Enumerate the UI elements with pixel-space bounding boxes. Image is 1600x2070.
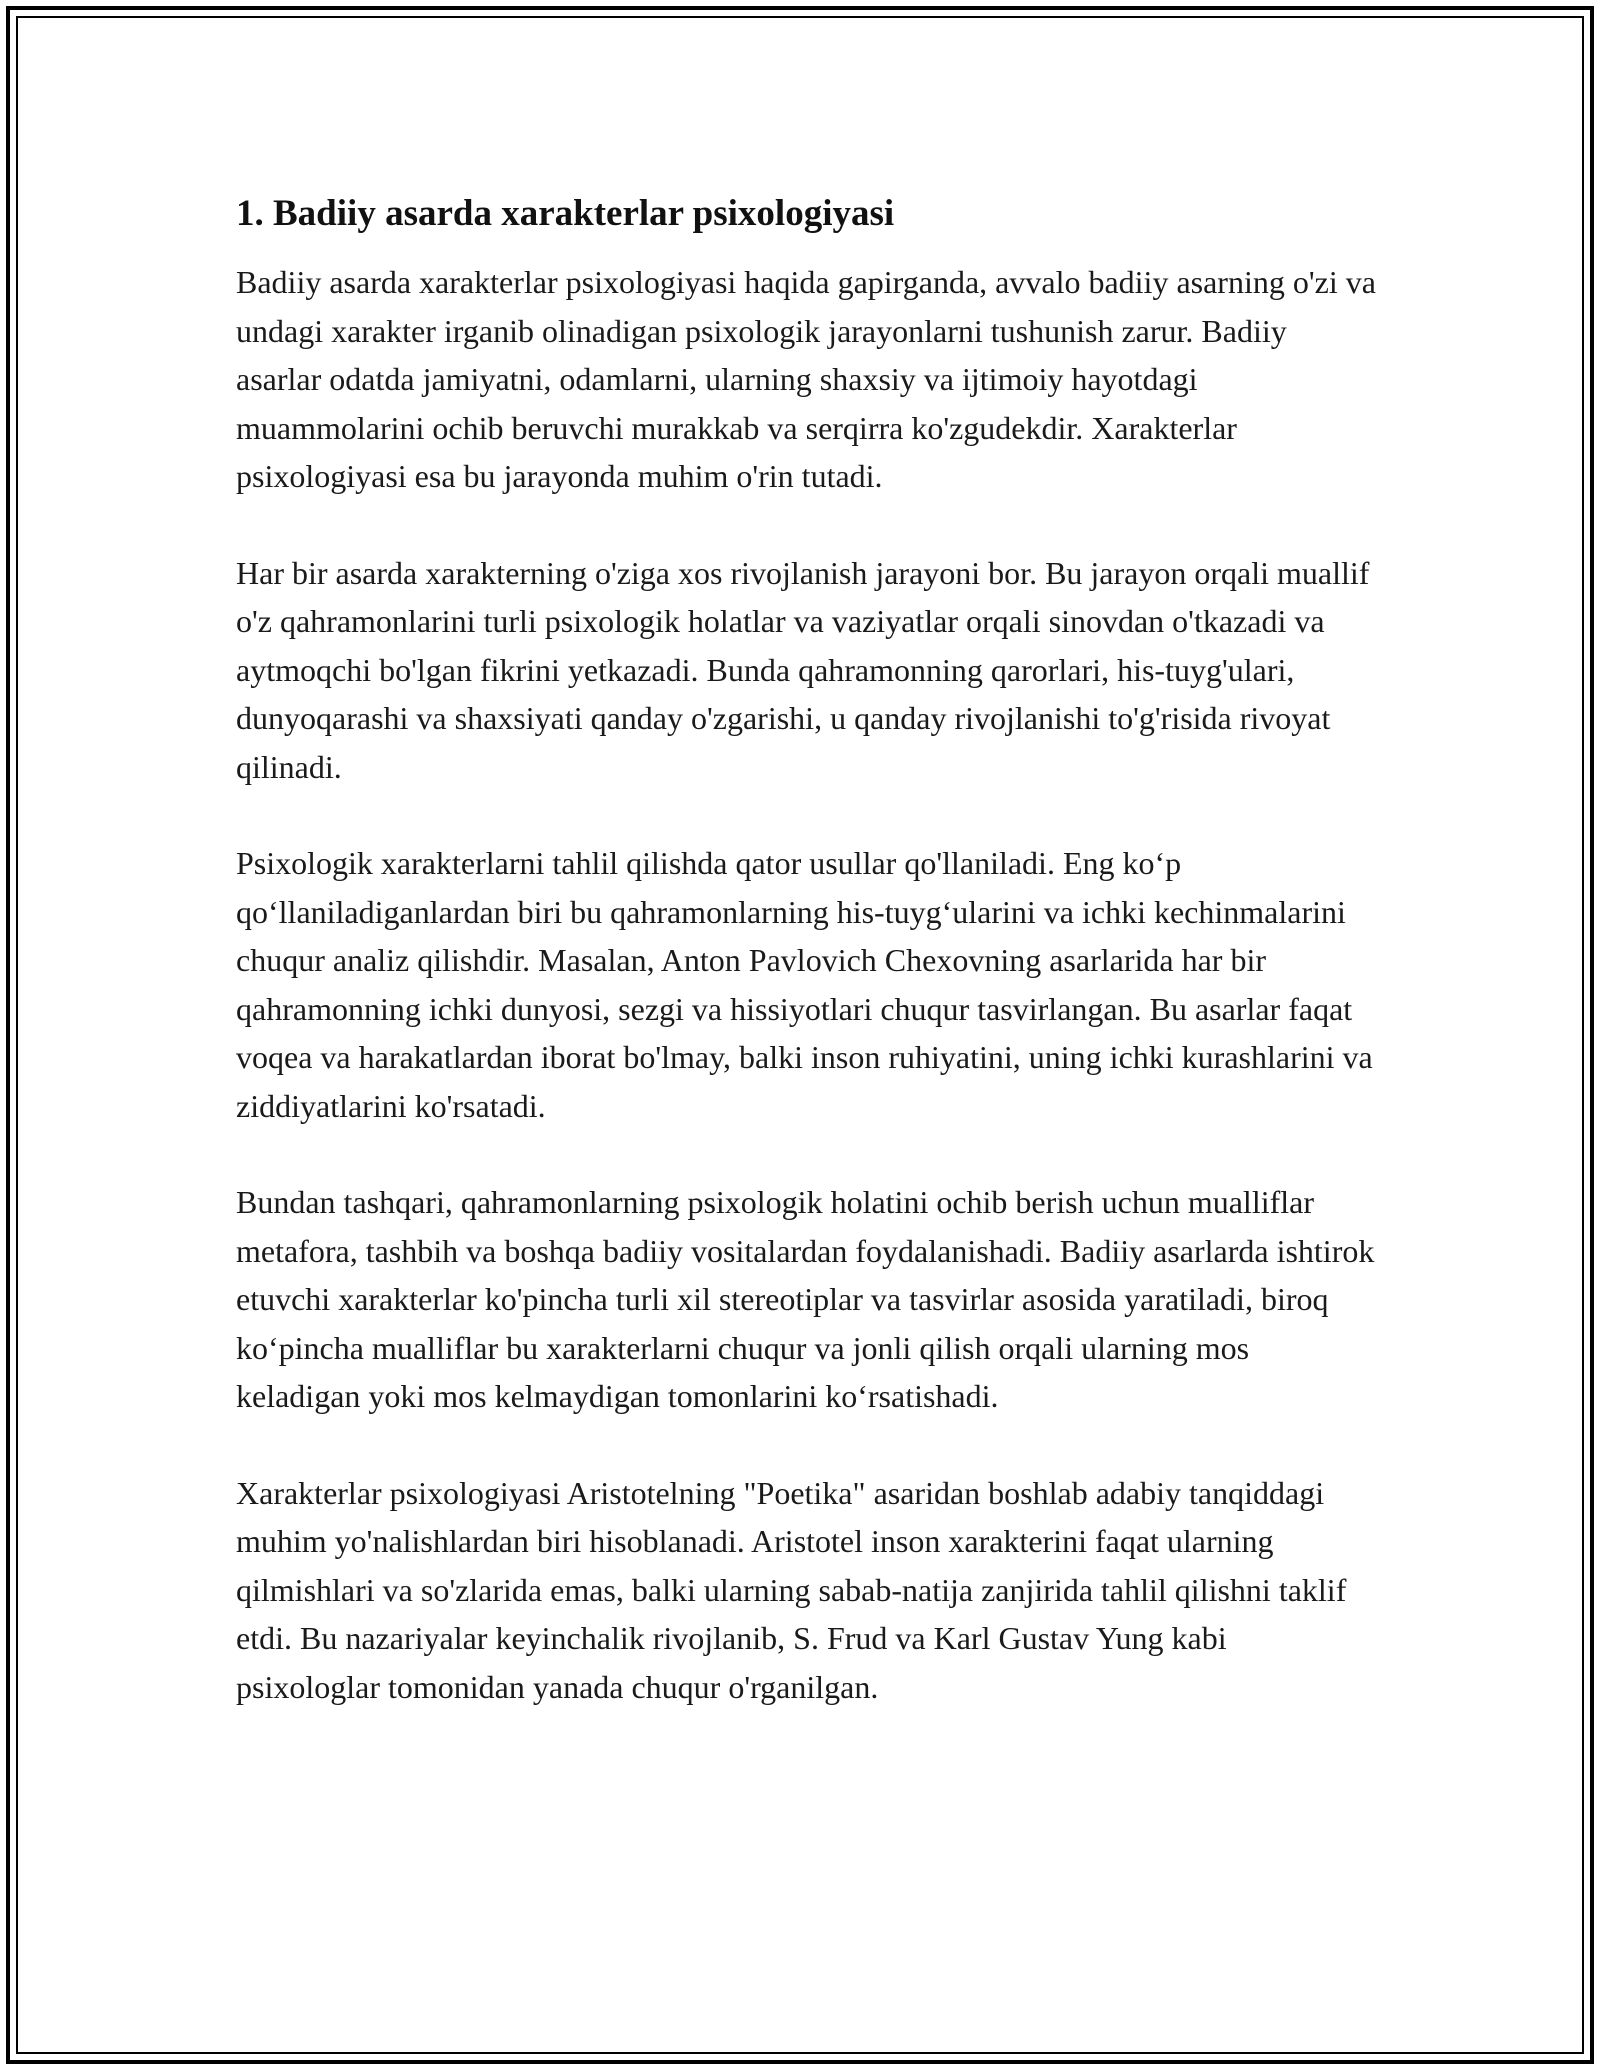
document-body (236, 188, 1376, 1759)
section-heading: 1. Badiiy asarda xarakterlar psixologiyasi (236, 193, 895, 234)
paragraph-5: Xarakterlar psixologiyasi Aristotelning "Poetika" asaridan boshlab adabiy tanqiddagi muhim yo'nalishlardan biri hisoblanadi. Aristotel inson xarakterini faqat ularning qilmishlari va so'zlarida emas, balki ularning sabab-natija zanjirida tahlil qilishni taklif etdi. Bu nazariyalar keyinchalik rivojlanib, S. Frud va Karl Gustav Yung kabi psixologlar tomonidan yanada chuqur o'rganilgan. (236, 1474, 1347, 1705)
paragraph-4: Bundan tashqari, qahramonlarning psixologik holatini ochib berish uchun mualliflar metafora, tashbih va boshqa badiiy vositalardan foydalanishadi. Badiiy asarlarda ishtirok etuvchi xarakterlar ko'pincha turli xil stereotiplar va tasvirlar asosida yaratiladi, biroq ko‘pincha mualliflar bu xarakterlarni chuqur va jonli qilish orqali ularning mos keladigan yoki mos kelmaydigan tomonlarini ko‘rsatishadi. (236, 1184, 1375, 1414)
paragraph-3: Psixologik xarakterlarni tahlil qilishda qator usullar qo'llaniladi. Eng ko‘p qo‘llaniladiganlardan biri bu qahramonlarning his-tuyg‘ularini va ichki kechinmalarini chuqur analiz qilishdir. Masalan, Anton Pavlovich Chexovning asarlarida har bir qahramonning ichki dunyosi, sezgi va hissiyotlari chuqur tasvirlangan. Bu asarlar faqat voqea va harakatlardan iborat bo'lmay, balki inson ruhiyatini, uning ichki kurashlarini va ziddiyatlarini ko'rsatadi. (236, 845, 1373, 1124)
paragraph-1: Badiiy asarda xarakterlar psixologiyasi haqida gapirganda, avvalo badiiy asarning o'zi va undagi xarakter irganib olinadigan psixologik jarayonlarni tushunish zarur. Badiiy asarlar odatda jamiyatni, odamlarni, ularning shaxsiy va ijtimoiy hayotdagi muammolarini ochib beruvchi murakkab va serqirra ko'zgudekdir. Xarakterlar psixologiyasi esa bu jarayonda muhim o'rin tutadi. (236, 264, 1376, 494)
paragraph-2: Har bir asarda xarakterning o'ziga xos rivojlanish jarayoni bor. Bu jarayon orqali muallif o'z qahramonlarini turli psixologik holatlar va vaziyatlar orqali sinovdan o'tkazadi va aytmoqchi bo'lgan fikrini yetkazadi. Bunda qahramonning qarorlari, his-tuyg'ulari, dunyoqarashi va shaxsiyati qanday o'zgarishi, u qanday rivojlanishi to'g'risida rivoyat qilinadi. (236, 554, 1370, 785)
